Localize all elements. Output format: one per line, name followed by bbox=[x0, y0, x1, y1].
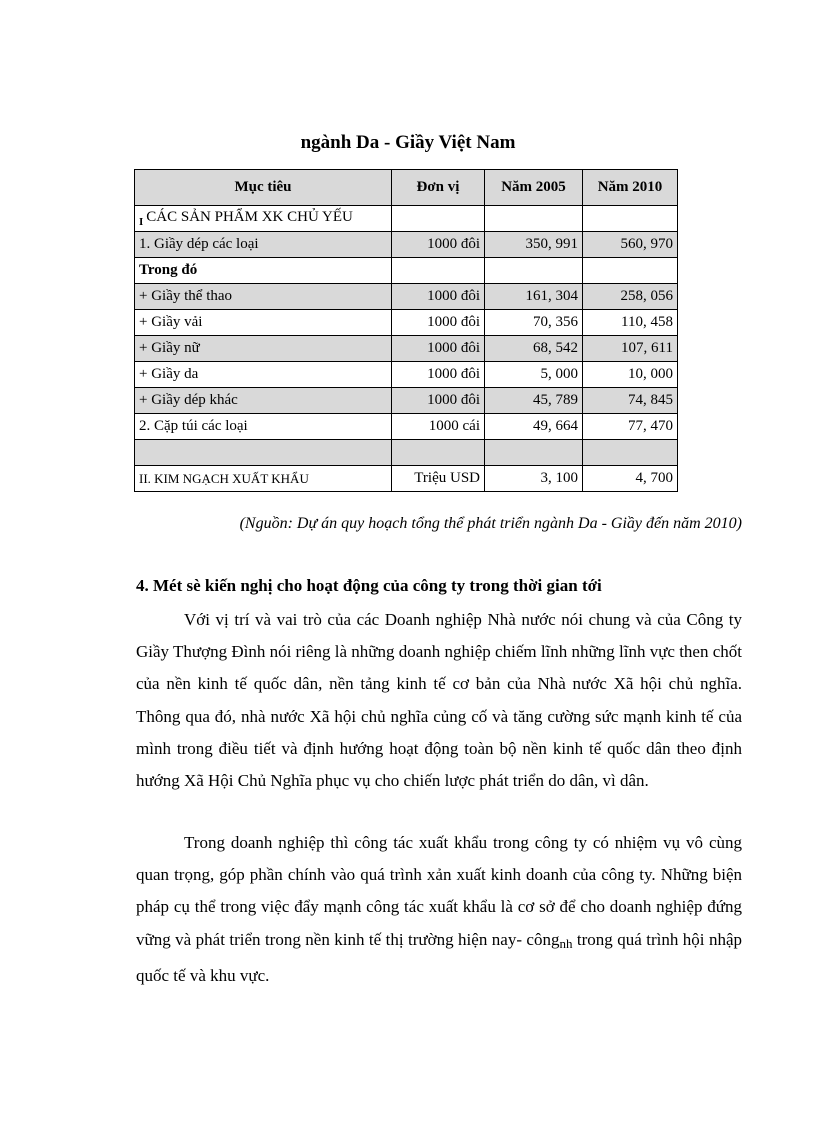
row-2010: 110, 458 bbox=[583, 310, 678, 336]
row-2005: 45, 789 bbox=[485, 388, 583, 414]
row-2010: 107, 611 bbox=[583, 336, 678, 362]
row-label: + Giầy da bbox=[135, 362, 392, 388]
header-unit: Đơn vị bbox=[392, 170, 485, 206]
paragraph: Với vị trí và vai trò của các Doanh nghiệp Nhà nước nói chung và của Công ty Giầy Thượng Đình nói riêng là những doanh nghiệp chiếm lĩnh những lĩnh vực then chốt của nền kinh tế quốc dân, nền tảng kinh tế cơ bản của Nhà nước Xã hội chủ nghĩa. Thông qua đó, nhà nước Xã hội chủ nghĩa củng cố và tăng cường sức mạnh kinh tế của mình trong điều tiết và định hướng hoạt động toàn bộ nền kinh tế quốc dân theo định hướng Xã Hội Chủ Nghĩa phục vụ cho chiến lược phát triển do dân, vì dân. bbox=[136, 610, 742, 791]
row-2005: 49, 664 bbox=[485, 414, 583, 440]
table-header-row bbox=[135, 170, 678, 206]
table-row bbox=[135, 362, 678, 388]
row-label: + Giầy thể thao bbox=[135, 284, 392, 310]
row-label bbox=[135, 206, 392, 232]
row-unit: 1000 đôi bbox=[392, 284, 485, 310]
row-label: 2. Cặp túi các loại bbox=[135, 414, 392, 440]
row-label: + Giầy vải bbox=[135, 310, 392, 336]
row-2010 bbox=[583, 440, 678, 466]
roman-numeral: I bbox=[139, 216, 144, 228]
row-2010 bbox=[583, 258, 678, 284]
row-2010: 77, 470 bbox=[583, 414, 678, 440]
table-title: ngành Da - Giầy Việt Nam bbox=[300, 132, 516, 153]
row-2005 bbox=[485, 440, 583, 466]
row-unit: 1000 đôi bbox=[392, 388, 485, 414]
table-row bbox=[135, 310, 678, 336]
row-2010: 10, 000 bbox=[583, 362, 678, 388]
table-row bbox=[135, 258, 678, 284]
row-2005: 70, 356 bbox=[485, 310, 583, 336]
row-2005: 3, 100 bbox=[485, 466, 583, 492]
row-label: + Giầy nữ bbox=[135, 336, 392, 362]
row-2005: 5, 000 bbox=[485, 362, 583, 388]
row-unit bbox=[392, 440, 485, 466]
table-row bbox=[135, 440, 678, 466]
row-label: Trong đó bbox=[135, 258, 392, 284]
paragraph-text-end: trong quá trình hội nhập quốc tế và khu vực. bbox=[136, 929, 742, 985]
row-unit bbox=[392, 206, 485, 232]
row-unit: 1000 đôi bbox=[392, 336, 485, 362]
row-2005 bbox=[485, 206, 583, 232]
table-row bbox=[135, 414, 678, 440]
row-2010: 4, 700 bbox=[583, 466, 678, 492]
row-unit bbox=[392, 258, 485, 284]
row-unit: 1000 đôi bbox=[392, 232, 485, 258]
export-targets-table bbox=[134, 169, 678, 492]
source-note: (Nguồn: Dự án quy hoạch tổng thể phát triển ngành Da - Giầy đến năm 2010) bbox=[239, 515, 742, 532]
table-row bbox=[135, 206, 678, 232]
paragraph-text: Trong doanh nghiệp thì công tác xuất khẩu trong công ty có nhiệm vụ vô cùng quan trọng, góp phần chính vào quá trình xản xuất kinh doanh của công ty. Những biện pháp cụ thể trong việc đẩy mạnh công tác xuất khẩu là cơ sở để cho doanh nghiệp đứng vững và phát triển trong nền kinh tế thị trường hiện nay- công bbox=[136, 833, 742, 949]
row-2005: 68, 542 bbox=[485, 336, 583, 362]
table-row bbox=[135, 388, 678, 414]
row-label: II. KIM NGẠCH XUẤT KHẨU bbox=[135, 466, 392, 492]
table-row bbox=[135, 466, 678, 492]
table-row bbox=[135, 336, 678, 362]
table-row bbox=[135, 232, 678, 258]
row-unit: 1000 đôi bbox=[392, 362, 485, 388]
row-2010 bbox=[583, 206, 678, 232]
row-label: 1. Giầy dép các loại bbox=[135, 232, 392, 258]
row-unit: 1000 cái bbox=[392, 414, 485, 440]
paragraph-fragment: nh bbox=[559, 935, 573, 951]
header-target: Mục tiêu bbox=[135, 170, 392, 206]
row-2005: 161, 304 bbox=[485, 284, 583, 310]
row-unit: Triệu USD bbox=[392, 466, 485, 492]
header-2005: Năm 2005 bbox=[485, 170, 583, 206]
header-2010: Năm 2010 bbox=[583, 170, 678, 206]
table-row bbox=[135, 284, 678, 310]
row-label bbox=[135, 440, 392, 466]
section-heading: 4. Mét sè kiến nghị cho hoạt động của công ty trong thời gian tới bbox=[136, 576, 602, 595]
row-2005 bbox=[485, 258, 583, 284]
row-2005: 350, 991 bbox=[485, 232, 583, 258]
row-2010: 74, 845 bbox=[583, 388, 678, 414]
row-label-text: CÁC SẢN PHẨM XK CHỦ YẾU bbox=[146, 209, 353, 225]
row-label: + Giầy dép khác bbox=[135, 388, 392, 414]
row-2010: 560, 970 bbox=[583, 232, 678, 258]
paragraph bbox=[136, 827, 742, 992]
row-2010: 258, 056 bbox=[583, 284, 678, 310]
row-unit: 1000 đôi bbox=[392, 310, 485, 336]
